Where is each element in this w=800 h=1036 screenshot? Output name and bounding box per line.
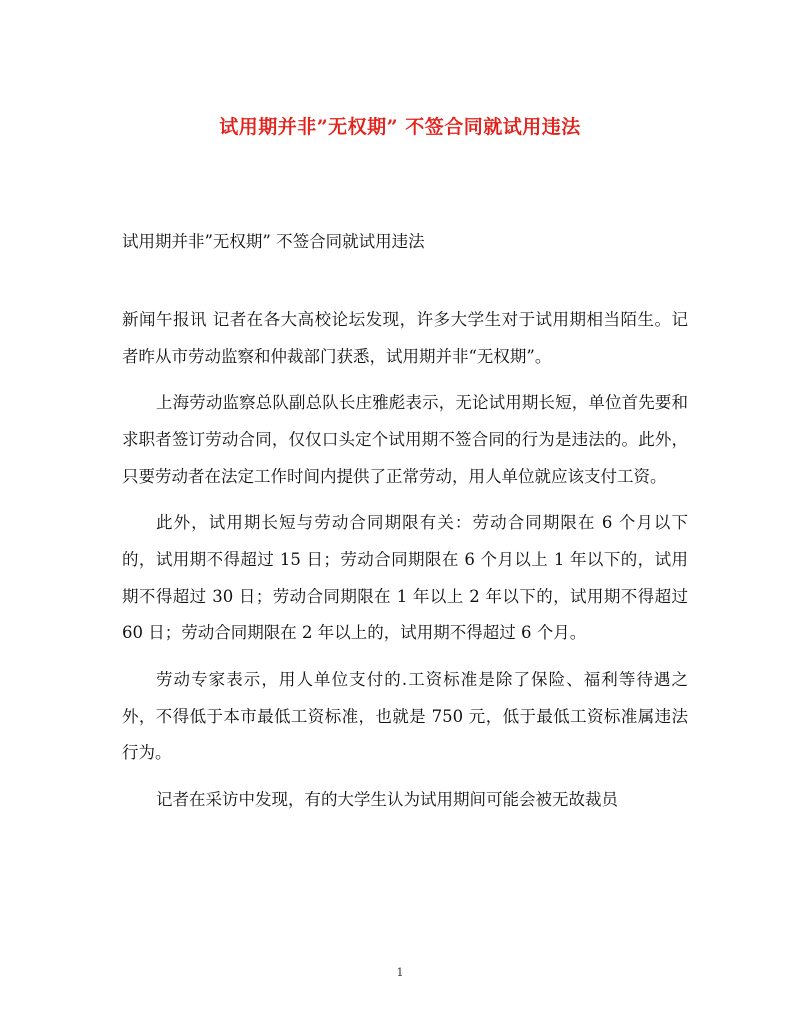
paragraph: 此外，试用期长短与劳动合同期限有关：劳动合同期限在 6 个月以下的，试用期不得超过 15 日；劳动合同期限在 6 个月以上 1 年以下的，试用期不得超过 30 日；劳动合同期限在 1 年以上 2 年以下的，试用期不得超过 60 日；劳动合同期限在 2 年以上的，试用期不得超过 6 个月。 [122, 513, 688, 643]
document-title: 试用期并非”无权期” 不签合同就试用违法 [219, 116, 581, 138]
paragraph: 新闻午报讯 记者在各大高校论坛发现，许多大学生对于试用期相当陌生。记者昨从市劳动监察和仲裁部门获悉，试用期并非“无权期”。 [122, 310, 688, 366]
paragraph: 上海劳动监察总队副总队长庄雅彪表示，无论试用期长短，单位首先要和求职者签订劳动合同，仅仅口头定个试用期不签合同的行为是违法的。此外，只要劳动者在法定工作时间内提供了正常劳动，用人单位就应该支付工资。 [122, 393, 688, 486]
paragraph: 记者在采访中发现，有的大学生认为试用期间可能会被无故裁员 [156, 789, 618, 809]
page-number: 1 [396, 966, 404, 979]
document-body [122, 302, 688, 829]
document-subtitle: 试用期并非”无权期” 不签合同就试用违法 [122, 232, 425, 251]
paragraph: 劳动专家表示，用人单位支付的.工资标准是除了保险、福利等待遇之外，不得低于本市最低工资标准，也就是 750 元，低于最低工资标准属违法行为。 [122, 669, 688, 763]
